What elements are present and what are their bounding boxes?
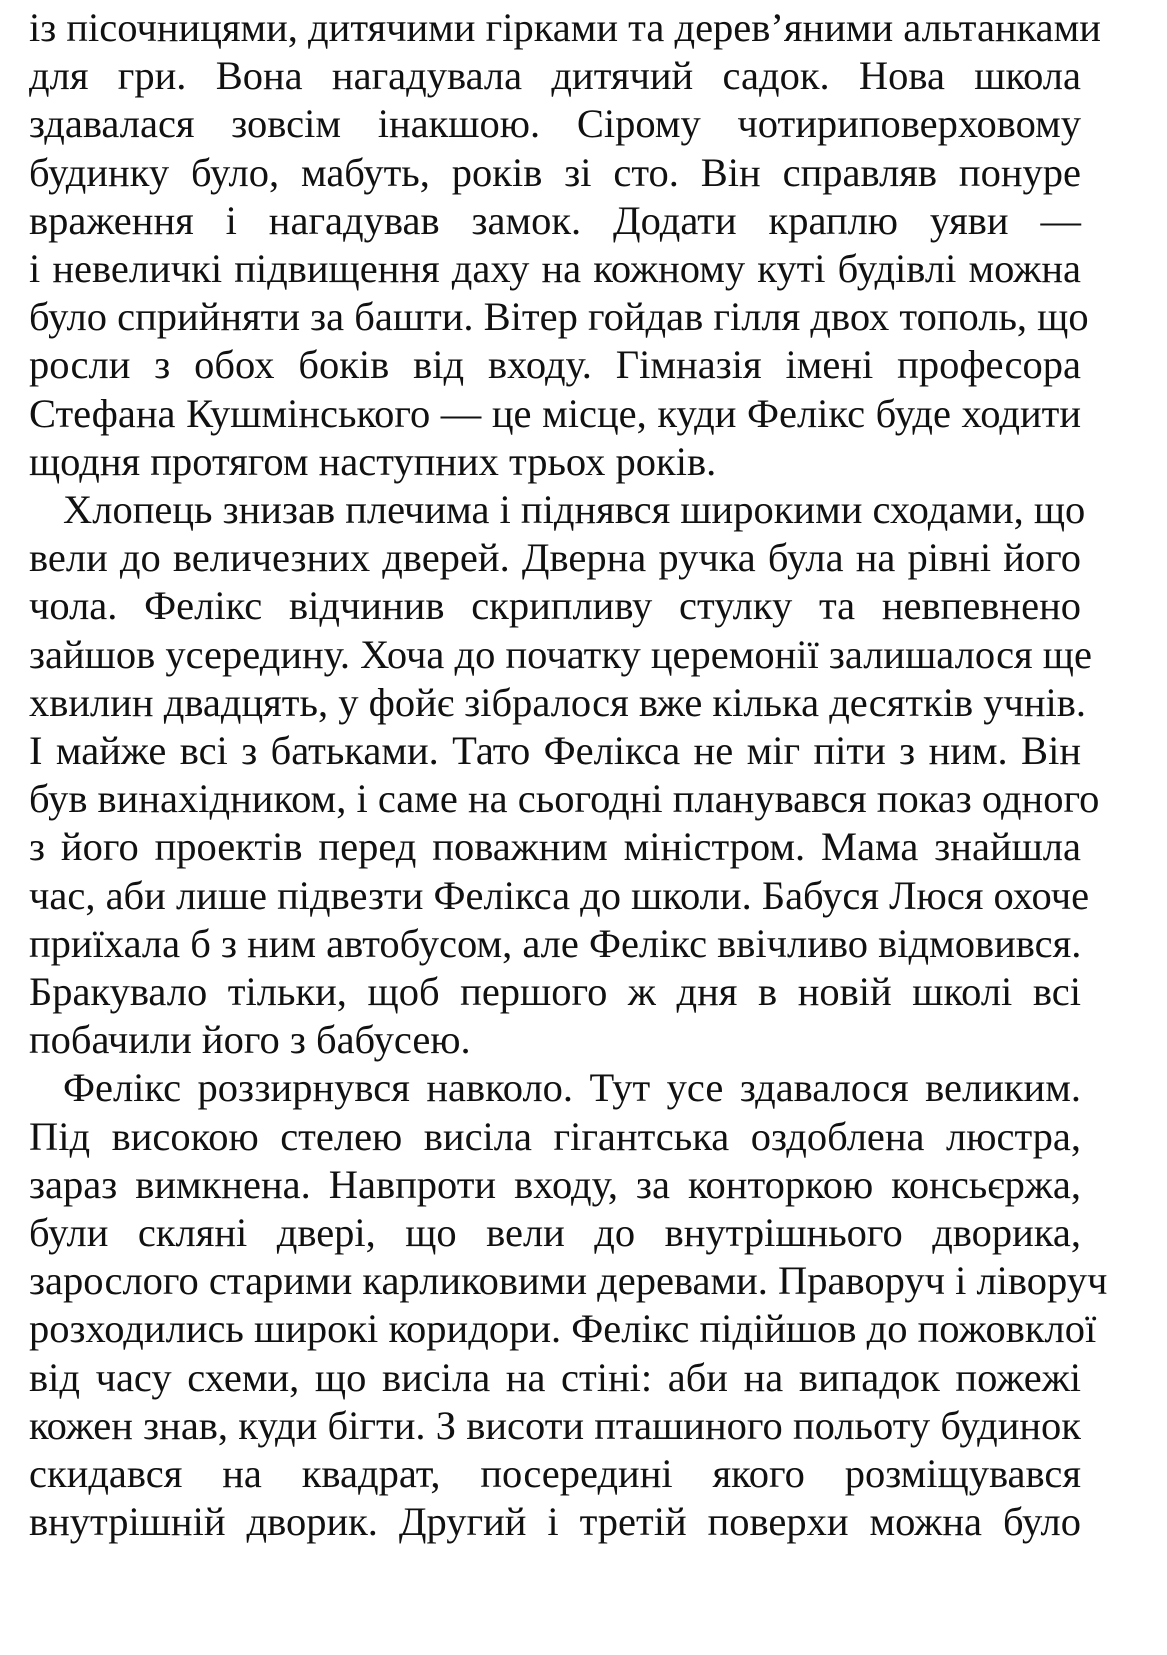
text-line: час, аби лише підвезти Фелікса до школи. Бабуся Люся охоче — [29, 872, 1090, 918]
text-line: кожен знав, куди бігти. З висоти пташиного польоту будинок — [29, 1402, 1081, 1448]
text-line: хвилин двадцять, у фойє зібралося вже кілька десятків учнів. — [29, 679, 1087, 725]
text-line: чола. Фелікс відчинив скрипливу стулку та невпевнено — [29, 583, 1081, 629]
text-line: здавалася зовсім інакшою. Сірому чотириповерховому — [29, 101, 1081, 147]
paragraph-1 — [29, 4, 1101, 486]
text-line: Фелікс роззирнувся навколо. Тут усе здавалося великим. — [63, 1065, 1081, 1111]
text-line: будинку було, мабуть, років зі сто. Він справляв понуре — [29, 149, 1081, 195]
text-line: були скляні двері, що вели до внутрішнього дворика, — [29, 1210, 1081, 1256]
text-line: від часу схеми, що висіла на стіні: аби на випадок пожежі — [29, 1354, 1081, 1400]
paragraph-2 — [29, 486, 1100, 1064]
text-line: з його проектів перед поважним міністром. Мама знайшла — [29, 824, 1081, 870]
book-page — [29, 4, 1108, 1547]
text-line: росли з обох боків від входу. Гімназія імені професора — [29, 342, 1081, 388]
text-line: скидався на квадрат, посередині якого розміщувався — [29, 1451, 1081, 1497]
text-line: побачили його з бабусею. — [29, 1017, 471, 1063]
text-line: і невеличкі підвищення даху на кожному куті будівлі можна — [29, 246, 1081, 292]
text-line: зараз вимкнена. Навпроти входу, за конторкою консьєржа, — [29, 1161, 1081, 1207]
text-line: розходились широкі коридори. Фелікс підійшов до пожовклої — [29, 1306, 1097, 1352]
text-line: І майже всі з батьками. Тато Фелікса не міг піти з ним. Він — [29, 728, 1081, 774]
text-line: приїхала б з ним автобусом, але Фелікс ввічливо відмовився. — [29, 920, 1082, 966]
text-line: щодня протягом наступних трьох років. — [29, 438, 717, 484]
text-line: було сприйняти за башти. Вітер гойдав гілля двох тополь, що — [29, 294, 1089, 340]
text-line: для гри. Вона нагадувала дитячий садок. Нова школа — [29, 53, 1081, 99]
text-line: зарослого старими карликовими деревами. Праворуч і ліворуч — [29, 1258, 1108, 1304]
text-line: зайшов усередину. Хоча до початку церемонії залишалося ще — [29, 631, 1092, 677]
text-line: вели до величезних дверей. Дверна ручка була на рівні його — [29, 535, 1081, 581]
paragraph-3 — [29, 1064, 1108, 1546]
text-line: враження і нагадував замок. Додати краплю уяви — — [29, 197, 1081, 243]
text-line: Стефана Кушмінського — це місце, куди Фелікс буде ходити — [29, 390, 1081, 436]
text-line: із пісочницями, дитячими гірками та дерев’яними альтанками — [29, 5, 1101, 50]
text-line: був винахідником, і саме на сьогодні планувався показ одного — [29, 776, 1100, 822]
text-line: Під високою стелею висіла гігантська оздоблена люстра, — [29, 1113, 1081, 1159]
text-line: Бракувало тільки, щоб першого ж дня в новій школі всі — [29, 969, 1081, 1015]
text-line: Хлопець знизав плечима і піднявся широкими сходами, що — [63, 487, 1086, 533]
text-line: внутрішній дворик. Другий і третій поверхи можна було — [29, 1499, 1081, 1545]
